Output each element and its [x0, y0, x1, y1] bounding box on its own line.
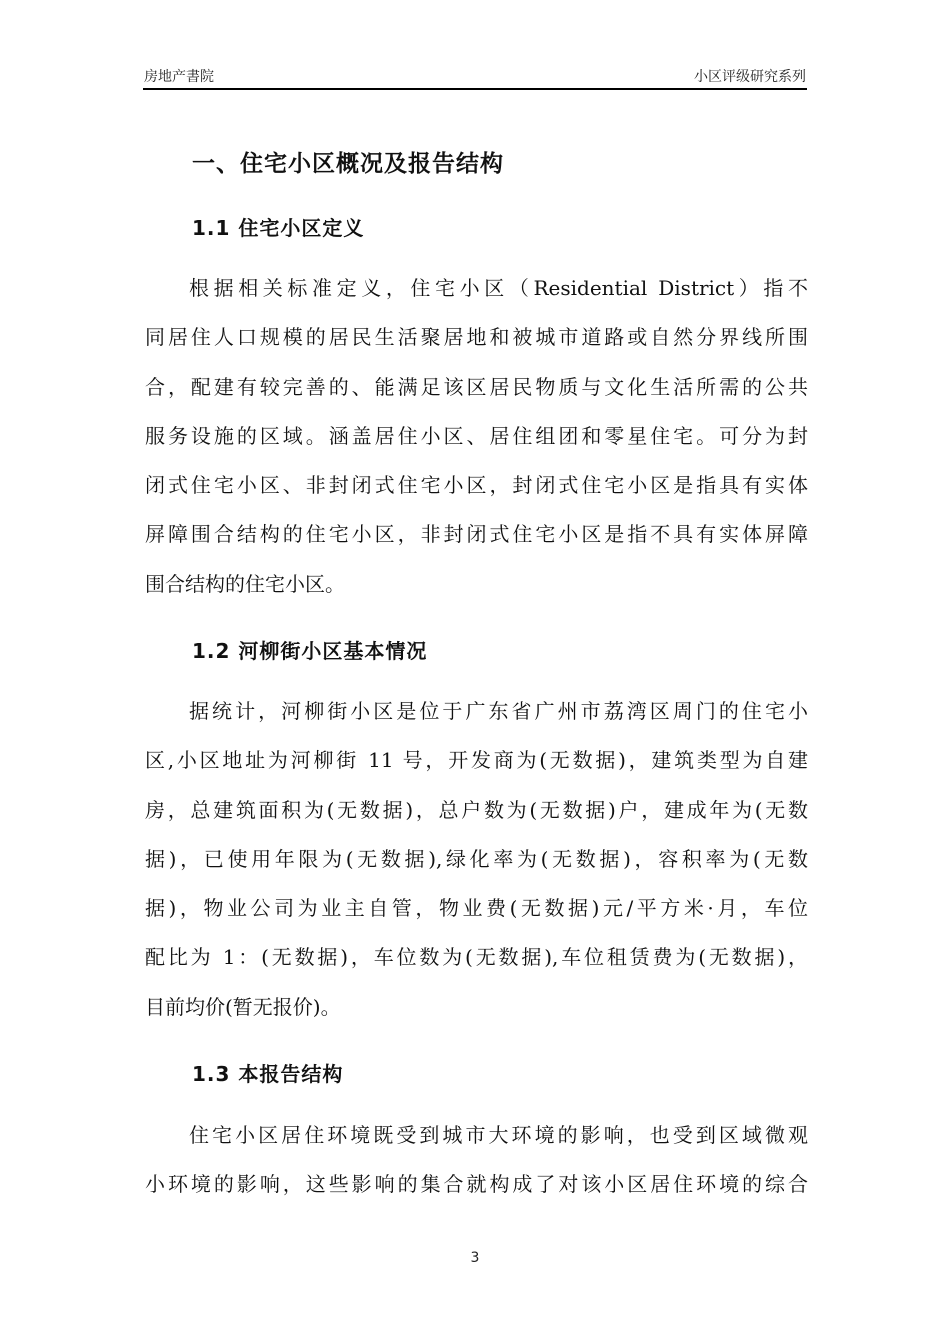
text-line: 据统计，河柳街小区是位于广东省广州市荔湾区周门的住宅小 — [189, 699, 808, 723]
page-number: 3 — [470, 1250, 480, 1266]
text-line: 闭式住宅小区、非封闭式住宅小区，封闭式住宅小区是指具有实体 — [145, 473, 808, 498]
header-right-title: 小区评级研究系列 — [694, 69, 806, 85]
paragraph-basic-info — [145, 687, 808, 1032]
text-line: 据)，已使用年限为(无数据),绿化率为(无数据)，容积率为(无数 — [145, 846, 808, 871]
text-line: 配比为 1：(无数据)，车位数为(无数据),车位租赁费为(无数据)， — [145, 945, 808, 970]
text-line: 合，配建有较完善的、能满足该区居民物质与文化生活所需的公共 — [145, 374, 808, 399]
paragraph-definition — [145, 264, 808, 609]
text-line: 目前均价(暂无报价)。 — [145, 994, 341, 1019]
text-line: 服务设施的区域。涵盖居住小区、居住组团和零星住宅。可分为封 — [145, 423, 808, 448]
text-line: 房，总建筑面积为(无数据)，总户数为(无数据)户，建成年为(无数 — [145, 797, 808, 822]
text-line: 据)，物业公司为业主自管，物业费(无数据)元/平方米·月，车位 — [145, 896, 808, 921]
text-line: 根据相关标准定义，住宅小区（Residential District）指不 — [189, 276, 808, 300]
text-line: 住宅小区居住环境既受到城市大环境的影响，也受到区域微观 — [189, 1123, 808, 1147]
header-divider — [143, 88, 807, 90]
text-line: 屏障围合结构的住宅小区，非封闭式住宅小区是指不具有实体屏障 — [145, 522, 808, 547]
paragraph-report-structure — [145, 1111, 808, 1210]
subsection-title-1-1: 1.1 住宅小区定义 — [192, 216, 365, 240]
subsection-title-1-3: 1.3 本报告结构 — [192, 1062, 344, 1086]
section-title: 一、住宅小区概况及报告结构 — [192, 151, 504, 177]
text-line: 小环境的影响，这些影响的集合就构成了对该小区居住环境的综合 — [145, 1172, 808, 1197]
header-left-title: 房地产書院 — [144, 69, 214, 85]
text-line: 区,小区地址为河柳街 11 号，开发商为(无数据)，建筑类型为自建 — [145, 748, 808, 773]
subsection-title-1-2: 1.2 河柳街小区基本情况 — [192, 639, 428, 663]
text-line: 围合结构的住宅小区。 — [145, 571, 345, 596]
text-line: 同居住人口规模的居民生活聚居地和被城市道路或自然分界线所围 — [145, 325, 808, 350]
